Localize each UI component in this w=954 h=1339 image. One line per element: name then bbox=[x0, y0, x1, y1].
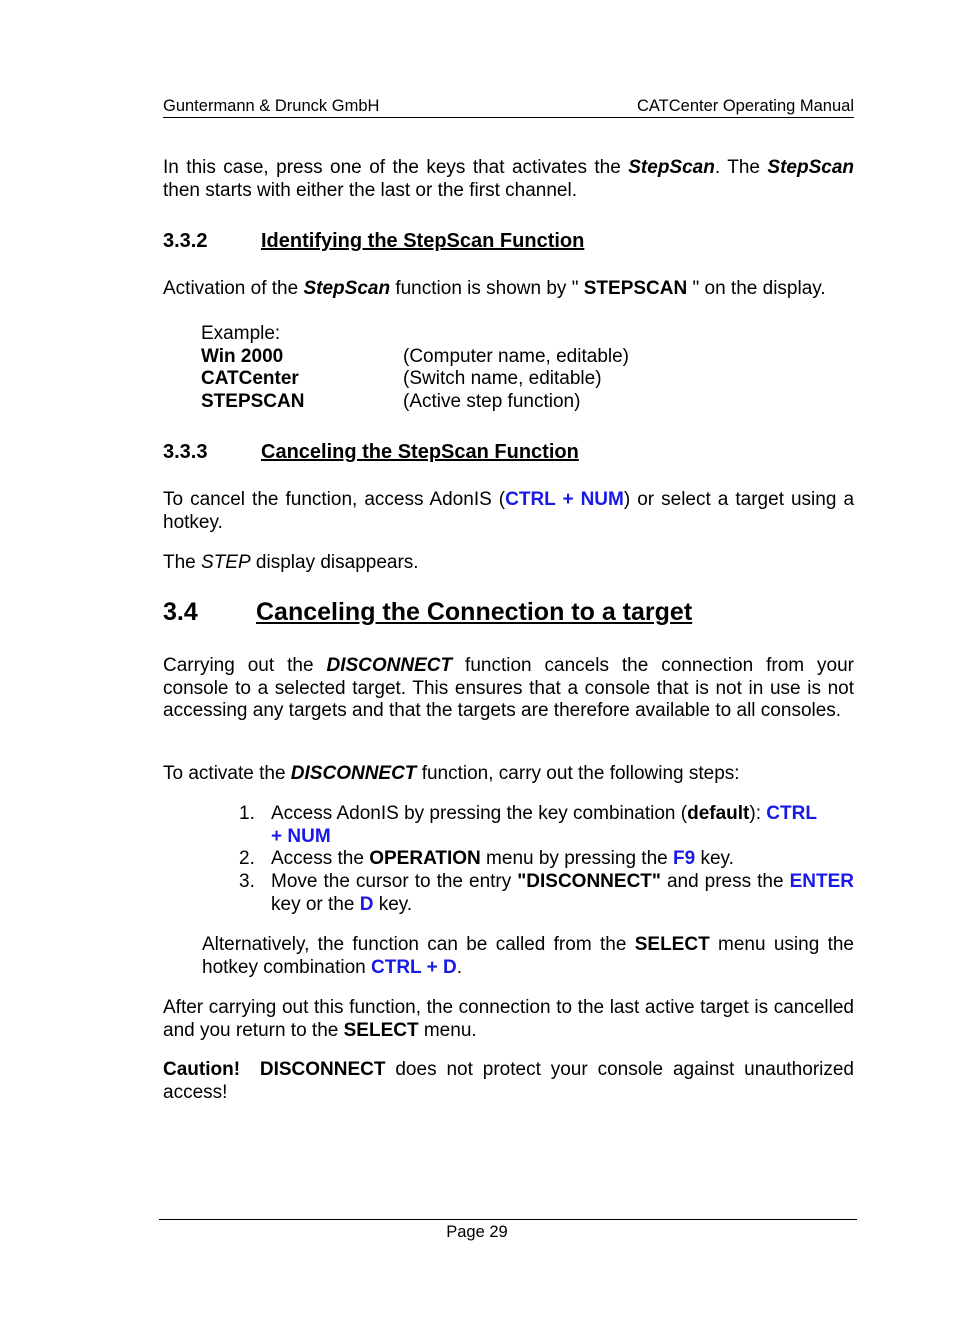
section-3-3-3-heading: 3.3.3 Canceling the StepScan Function bbox=[163, 441, 579, 463]
header-company: Guntermann & Drunck GmbH bbox=[163, 97, 380, 115]
example-row: STEPSCAN (Active step function) bbox=[201, 391, 581, 413]
header-manual-title: CATCenter Operating Manual bbox=[636, 97, 854, 115]
step-display-paragraph: The STEP display disappears. bbox=[163, 552, 419, 573]
intro-paragraph: In this case, press one of the keys that activates the StepScan. The StepScan then starts with either the last or the first channel. bbox=[163, 157, 854, 201]
page-header bbox=[163, 97, 854, 118]
list-item: 2. Access the OPERATION menu by pressing the F9 key. bbox=[239, 848, 734, 870]
footer-divider bbox=[159, 1219, 857, 1220]
steps-list bbox=[239, 803, 854, 917]
list-item: 1. Access AdonIS by pressing the key combination (default): CTRL + NUM bbox=[239, 803, 817, 847]
example-label: Example: bbox=[201, 323, 281, 344]
list-item: 3. Move the cursor to the entry "DISCONNECT" and press the ENTER key or the D key. bbox=[239, 871, 854, 915]
section-3-4-heading: 3.4 Canceling the Connection to a target bbox=[163, 598, 693, 626]
cancel-paragraph: To cancel the function, access AdonIS (CTRL + NUM) or select a target using a hotkey. bbox=[163, 489, 855, 533]
example-row: Win 2000 (Computer name, editable) bbox=[201, 345, 629, 367]
section-3-3-2-heading: 3.3.2 Identifying the StepScan Function bbox=[163, 230, 585, 252]
example-display bbox=[201, 323, 629, 414]
activate-paragraph: To activate the DISCONNECT function, carry out the following steps: bbox=[163, 763, 740, 784]
alternative-paragraph: Alternatively, the function can be called from the SELECT menu using the hotkey combination CTRL + D. bbox=[202, 934, 854, 978]
after-paragraph: After carrying out this function, the connection to the last active target is cancelled and you return to the SELECT menu. bbox=[163, 997, 854, 1041]
disconnect-intro-paragraph: Carrying out the DISCONNECT function cancels the connection from your console to a selected target. This ensures that a console that is not in use is not accessing any targets and that the targets are therefore available to all consoles. bbox=[163, 655, 854, 722]
page-number: Page 29 bbox=[446, 1223, 508, 1241]
caution-paragraph: Caution! DISCONNECT does not protect your console against unauthorized access! bbox=[163, 1059, 855, 1103]
example-row: CATCenter (Switch name, editable) bbox=[201, 368, 602, 390]
activation-paragraph: Activation of the StepScan function is shown by " STEPSCAN " on the display. bbox=[163, 278, 826, 299]
